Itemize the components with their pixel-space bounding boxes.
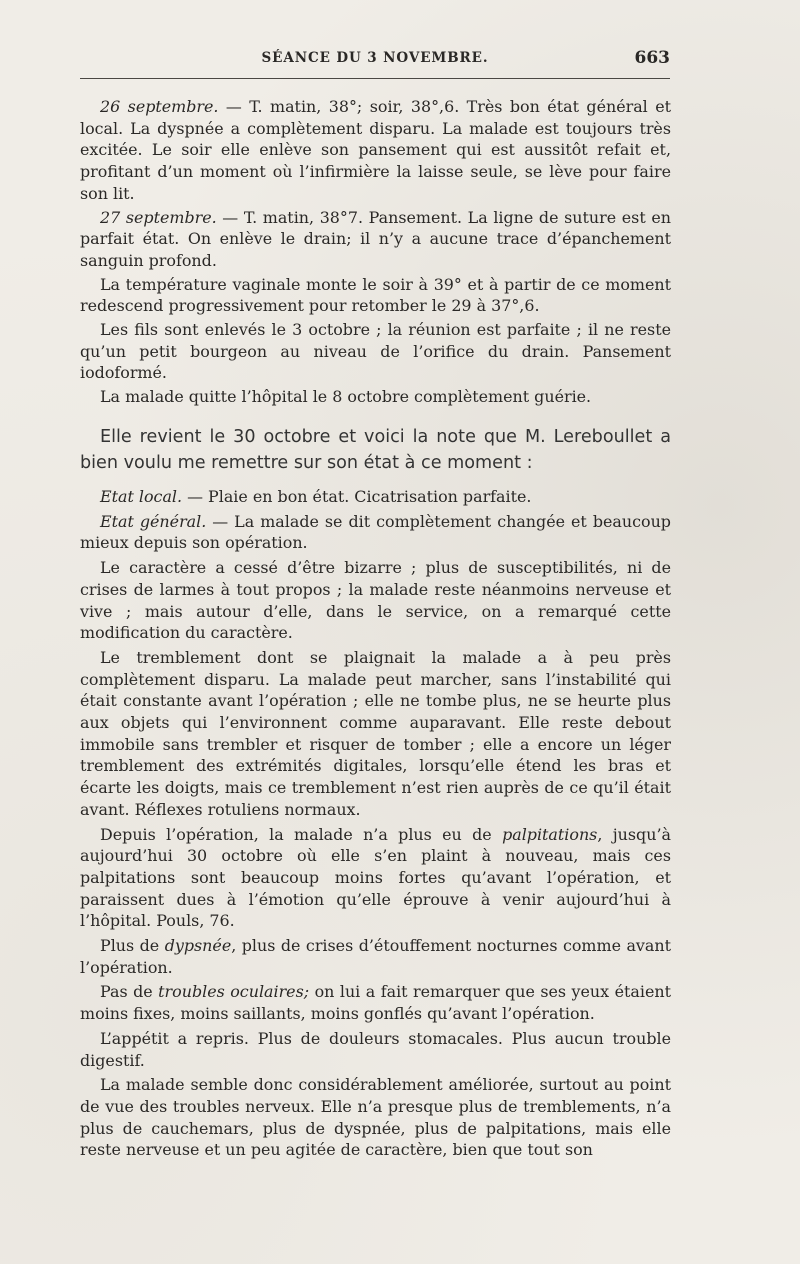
emphasis: dypsnée <box>164 936 232 956</box>
page-number: 663 <box>634 48 670 68</box>
date-label: 26 septembre. <box>100 97 219 116</box>
status-report <box>80 486 671 1164</box>
paragraph-text: — T. matin, 38°; soir, 38°,6. Très bon état général et local. La dyspnée a complètement disparu. La malade est toujours très excitée. Le soir elle enlève son pansement qui est aussitôt refait et, profitant d’un moment où l’infirmière la laisse seule, se lève pour faire son lit. <box>80 97 671 203</box>
paragraph-etat-general <box>80 511 671 554</box>
page-header <box>80 48 670 72</box>
paragraph-text: Depuis l’opération, la malade n’a plus eu de <box>100 824 503 844</box>
paragraph-text: — Plaie en bon état. Cicatrisation parfaite. <box>182 487 532 506</box>
paragraph-sortie: La malade quitte l’hôpital le 8 octobre complètement guérie. <box>100 387 592 407</box>
paragraph-text: , plus de crises d’étouffement nocturnes comme avant l’opération. <box>80 936 671 977</box>
paragraph-fils: Les fils sont enlevés le 3 octobre ; la réunion est parfaite ; il ne reste qu’un petit bourgeon au niveau de l’orifice du drain. Pansement iodoformé. <box>80 320 671 383</box>
header-rule <box>80 78 670 79</box>
paragraph-text: , jusqu’à aujourd’hui 30 octobre où elle s’en plaint à nouveau, mais ces palpitations sont beaucoup moins fortes qu’avant l’opération, et paraissent dues à l’émotion qu’elle éprouve à venir aujourd’hui à l’hôpital. Pouls, 76. <box>80 824 671 931</box>
paragraph-text: on lui a fait remarquer que ses yeux étaient moins fixes, moins saillants, moins gonflés qu’avant l’opération. <box>80 982 671 1024</box>
clinical-notes <box>80 96 671 410</box>
paragraph-conclusion: La malade semble donc considérablement améliorée, surtout au point de vue des troubles nerveux. Elle n’a presque plus de tremblements, n’a plus de cauchemars, plus de dyspnée, plus de palpitations, mais elle reste nerveuse et un peu agitée de caractère, bien que tout son <box>80 1075 671 1160</box>
paragraph-text: — T. matin, 38°7. Pansement. La ligne de suture est en parfait état. On enlève le drain; il n’y a aucune trace d’épanchement sanguin profond. <box>80 207 671 270</box>
date-label: 27 septembre. <box>100 207 217 227</box>
paragraph-palpitations <box>80 824 671 933</box>
emphasis: troubles oculaires; <box>158 982 310 1002</box>
paragraph-lereboullet: Elle revient le 30 octobre et voici la note que M. Lereboullet a bien voulu me remettre sur son état à ce moment : <box>80 427 671 473</box>
emphasis: palpitations <box>502 824 598 844</box>
paragraph-26-septembre <box>80 96 671 205</box>
paragraph-text: Pas de <box>100 982 159 1002</box>
section-label: Etat général. <box>100 511 207 531</box>
paragraph-appetit: L’appétit a repris. Plus de douleurs stomacales. Plus aucun trouble digestif. <box>80 1028 671 1070</box>
paragraph-text: Plus de <box>100 936 165 956</box>
intro-note <box>80 424 671 476</box>
paragraph-temperature: La température vaginale monte le soir à 39° et à partir de ce moment redescend progressivement pour retomber le 29 à 37°,6. <box>80 274 671 316</box>
paragraph-text: — La malade se dit complètement changée et beaucoup mieux depuis son opération. <box>80 511 671 553</box>
running-head: SÉANCE DU 3 NOVEMBRE. <box>261 50 489 66</box>
paragraph-dyspnee <box>80 935 671 978</box>
section-label: Etat local. <box>100 487 183 506</box>
paragraph-27-septembre <box>80 207 671 272</box>
paragraph-tremblement: Le tremblement dont se plaignait la malade a à peu près complètement disparu. La malade peut marcher, sans l’instabilité qui était constante avant l’opération ; elle ne tombe plus, ne se heurte plus aux objets qui l’environnent comme auparavant. Elle reste debout immobile sans trembler et risquer de tomber ; elle a encore un léger tremblement des extrémités digitales, lorsqu’elle étend les bras et écarte les doigts, mais ce tremblement n’est rien auprès de ce qu’il était avant. Réflexes rotuliens normaux. <box>80 647 671 819</box>
paragraph-etat-local <box>80 486 671 508</box>
paragraph-troubles-oculaires <box>80 981 671 1024</box>
paragraph-caractere: Le caractère a cessé d’être bizarre ; plus de susceptibilités, ni de crises de larmes à tout propos ; la malade reste néanmoins nerveuse et vive ; mais autour d’elle, dans le service, on a remarqué cette modification du caractère. <box>80 558 671 643</box>
